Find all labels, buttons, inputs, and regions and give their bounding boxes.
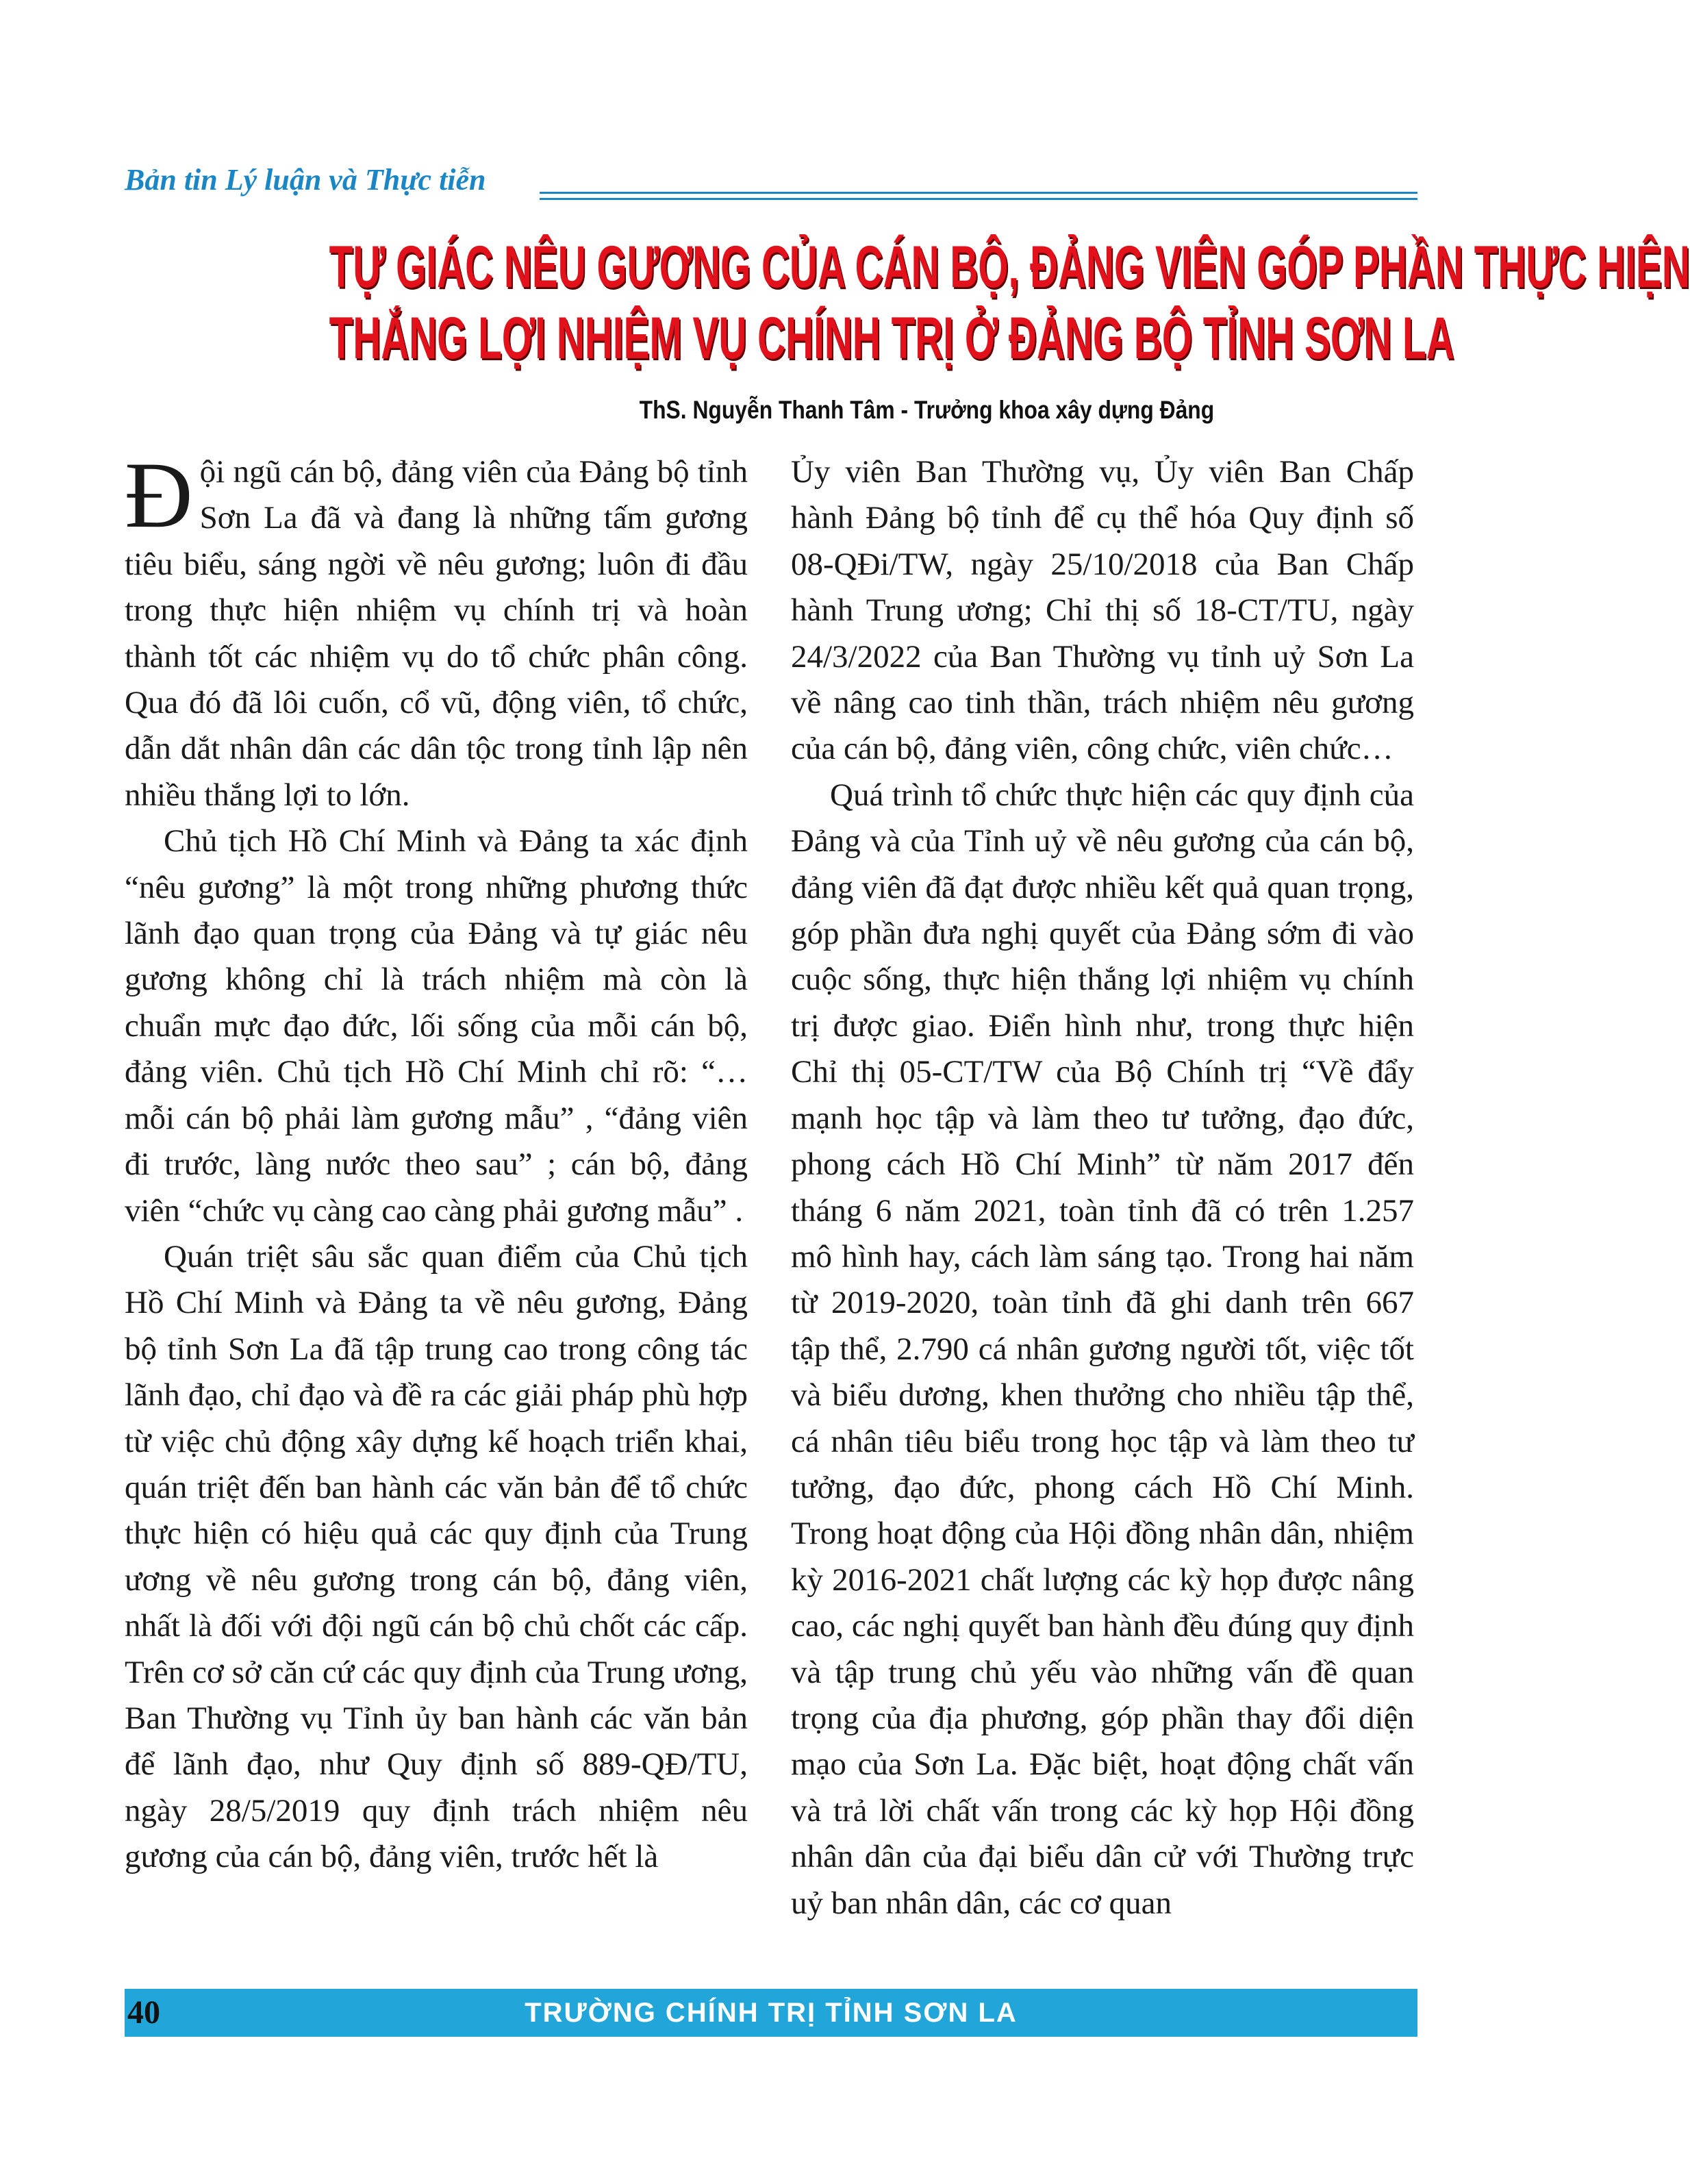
paragraph: Quá trình tổ chức thực hiện các quy định của Đảng và của Tỉnh uỷ về nêu gương của cán bộ, đảng viên đã đạt được nhiều kết quả quan trọng, góp phần đưa nghị quyết của Đảng sớm đi vào cuộc sống, thực hiện thắng lợi nhiệm vụ chính trị được giao. Điển hình như, trong thực hiện Chỉ thị 05-CT/TW của Bộ Chính trị “Về đẩy mạnh học tập và làm theo tư tưởng, đạo đức, phong cách Hồ Chí Minh” từ năm 2017 đến tháng 6 năm 2021, toàn tỉnh đã có trên 1.257 mô hình hay, cách làm sáng tạo. Trong hai năm từ 2019-2020, toàn tỉnh đã ghi danh trên 667 tập thể, 2.790 cá nhân gương người tốt, việc tốt và biểu dương, khen thưởng cho nhiều tập thể, cá nhân tiêu biểu trong học tập và làm theo tư tưởng, đạo đức, phong cách Hồ Chí Minh. Trong hoạt động của Hội đồng nhân dân, nhiệm kỳ 2016-2021 chất lượng các kỳ họp được nâng cao, các nghị quyết ban hành đều đúng quy định và tập trung chủ yếu vào những vấn đề quan trọng của địa phương, góp phần thay đổi diện mạo của Sơn La. Đặc biệt, hoạt động chất vấn và trả lời chất vấn trong các kỳ họp Hội đồng nhân dân của đại biểu dân cử với Thường trực uỷ ban nhân dân, các cơ quan [791, 777, 1414, 1921]
article-title-line-1: TỰ GIÁC NÊU GƯƠNG CỦA CÁN BỘ, ĐẢNG VIÊN GÓP PHẦN THỰC HIỆN [329, 234, 1690, 300]
paragraph [125, 442, 748, 818]
page-number: 40 [127, 1994, 160, 2031]
paragraph: Ủy viên Ban Thường vụ, Ủy viên Ban Chấp hành Đảng bộ tỉnh để cụ thể hóa Quy định số 08-QĐi/TW, ngày 25/10/2018 của Ban Chấp hành Trung ương; Chỉ thị số 18-CT/TU, ngày 24/3/2022 của Ban Thường vụ tỉnh uỷ Sơn La về nâng cao tinh thần, trách nhiệm nêu gương của cán bộ, đảng viên, công chức, viên chức… [791, 454, 1414, 767]
paragraph: Quán triệt sâu sắc quan điểm của Chủ tịch Hồ Chí Minh và Đảng ta về nêu gương, Đảng bộ tỉnh Sơn La đã tập trung cao trong công tác lãnh đạo, chỉ đạo và đề ra các giải pháp phù hợp từ việc chủ động xây dựng kế hoạch triển khai, quán triệt đến ban hành các văn bản để tổ chức thực hiện có hiệu quả các quy định của Trung ương về nêu gương trong cán bộ, đảng viên, nhất là đối với đội ngũ cán bộ chủ chốt các cấp. Trên cơ sở căn cứ các quy định của Trung ương, Ban Thường vụ Tỉnh ủy ban hành các văn bản để lãnh đạo, như Quy định số 889-QĐ/TU, ngày 28/5/2019 quy định trách nhiệm nêu gương của cán bộ, đảng viên, trước hết là [125, 1238, 748, 1875]
paragraph-text: ội ngũ cán bộ, đảng viên của Đảng bộ tỉnh Sơn La đã và đang là những tấm gương tiêu biểu, sáng ngời về nêu gương; luôn đi đầu trong thực hiện nhiệm vụ chính trị và hoàn thành tốt các nhiệm vụ do tổ chức phân công. Qua đó đã lôi cuốn, cổ vũ, động viên, tổ chức, dẫn dắt nhân dân các dân tộc trong tỉnh lập nên nhiều thắng lợi to lớn. [125, 454, 748, 813]
text-column-right [791, 449, 1414, 1926]
drop-cap: Đ [125, 442, 193, 547]
footer-title: TRƯỜNG CHÍNH TRỊ TỈNH SƠN LA [525, 1998, 1018, 2028]
article-author: ThS. Nguyễn Thanh Tâm - Trưởng khoa xây dựng Đảng [639, 396, 1214, 424]
header-rule-bottom [540, 198, 1417, 200]
article-title [103, 231, 1690, 374]
article-title-line-2: THẮNG LỢI NHIỆM VỤ CHÍNH TRỊ Ở ĐẢNG BỘ TỈNH SƠN LA [329, 305, 1454, 371]
page-header [125, 156, 1417, 204]
header-rule-top [540, 192, 1417, 194]
text-column-left [125, 442, 748, 1881]
paragraph: Chủ tịch Hồ Chí Minh và Đảng ta xác định “nêu gương” là một trong những phương thức lãnh đạo quan trọng của Đảng và tự giác nêu gương không chỉ là trách nhiệm mà còn là chuẩn mực đạo đức, lối sống của mỗi cán bộ, đảng viên. Chủ tịch Hồ Chí Minh chỉ rõ: “… mỗi cán bộ phải làm gương mẫu” , “đảng viên đi trước, làng nước theo sau” ; cán bộ, đảng viên “chức vụ càng cao càng phải gương mẫu” . [125, 823, 748, 1229]
publication-title: Bản tin Lý luận và Thực tiễn [125, 163, 486, 197]
